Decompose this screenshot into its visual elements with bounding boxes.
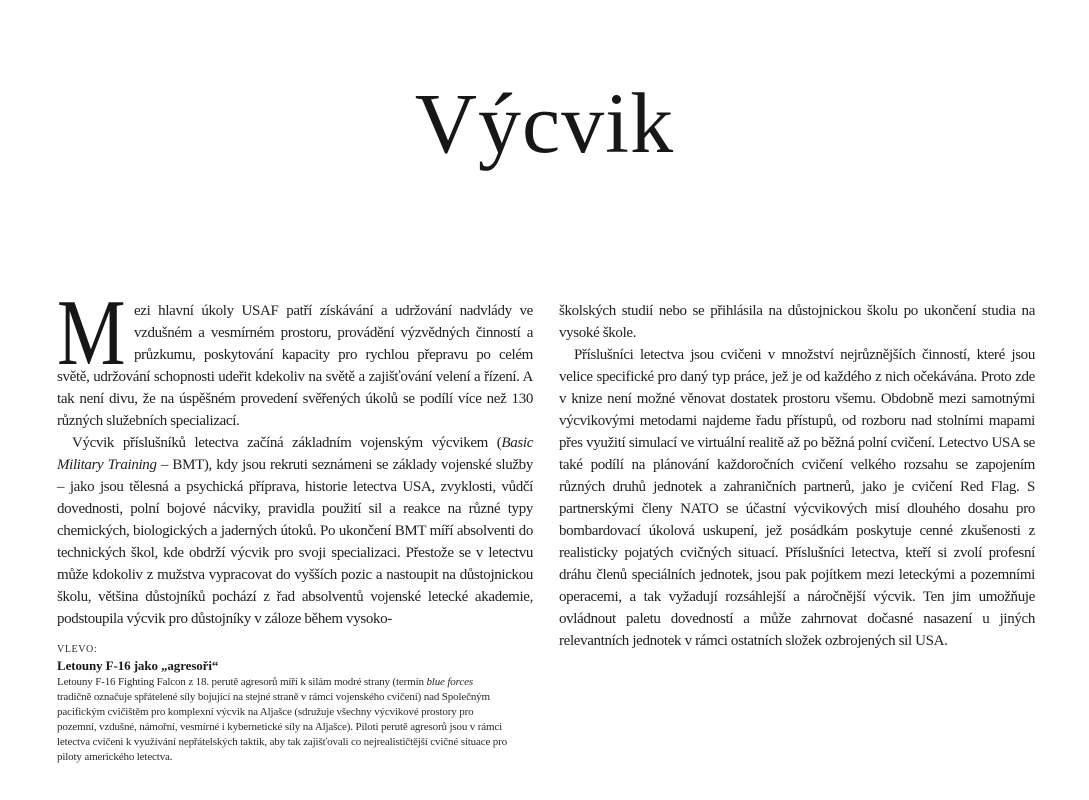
caption-position-label: VLEVO: [57,644,98,655]
caption-heading: Letouny F-16 jako „agresoři“ [57,658,219,673]
caption-body-segment: Letouny F-16 Fighting Falcon z 18. perutě agresorů míří k silám modré strany (termín [57,676,427,688]
photo-caption [57,643,509,765]
caption-italic-term: blue forces [426,676,473,688]
left-paragraph-1 [57,281,533,432]
caption-body-segment: tradičně označuje spřátelené síly bojující na stejné straně v rámci vojenského cvičení) nad Společným pacifickým cvičištěm pro komplexní výcvik na Aljašce (sdružuje všechny výcvikové prostory pro pozemní, vzdušné, námořní, vesmírné i kybernetické síly na Aljašce). Piloti perutě agresorů jsou v rámci letectva cvičeni k využívání nepřátelských taktik, aby tak zajišťovali co nejrealističtější cvičné situace pro piloty amerického letectva. [57,691,508,763]
left-paragraph-1-text: ezi hlavní úkoly USAF patří získávání a udržování nadvlády ve vzdušném a vesmírném prostoru, provádění výzvědných činností a průzkumu, poskytování kapacity pro rychlou přepravu po celém světě, udržování schopnosti udeřit kdekoliv na světě a zajišťování velení a řízení. A tak není divu, že na úspěšném provedení svěřených úkolů se podílí více než 130 různých služebních specializací. [57,303,533,429]
dropcap-letter: M [57,281,126,385]
left-paragraph-2-segment: Výcvik příslušníků letectva začíná základním vojenským výcvikem ( [72,435,502,451]
left-paragraph-2-segment: – BMT), kdy jsou rekruti seznámeni se základy vojenské služby – jako jsou tělesná a psychická příprava, historie letectva USA, zvyklosti, vůdčí dovednosti, polní bojové nácviky, pravidla použití sil a reakce na různé typy chemických, biologických a jaderných útoků. Po ukončení BMT míří absolventi do technických škol, kde obdrží výcvik pro svoji specializaci. Přestože se v letectvu může kdokoliv z mužstva vypracovat do vyšších pozic a nastoupit na důstojnickou školu, většina důstojníků pochází z řad absolventů vojenské letecké akademie, podstoupila výcvik pro důstojníky v záloze během vysoko- [57,457,533,627]
body-text-block [57,281,1035,765]
caption-body [57,675,509,765]
right-paragraph-1: školských studií nebo se přihlásila na důstojnickou školu po ukončení studia na vysoké škole. [559,303,1035,341]
right-column [559,300,1035,765]
left-paragraph-2-italic-term: Basic Military Training [57,435,533,473]
chapter-title: Výcvik [414,75,675,171]
left-paragraph-2 [57,432,533,630]
left-column [57,281,533,765]
right-paragraph-2: Příslušníci letectva jsou cvičeni v množství nejrůznějších činností, které jsou velice specifické pro daný typ práce, jež je od každého z nich očekávána. Proto zde v knize není možné věnovat dostatek prostoru všemu. Obdobně mezi samotnými výcvikovými metodami najdeme řadu přístupů, od rozboru nad stolními mapami přes využití simulací ve virtuální realitě až po běžná polní cvičení. Letectvo USA se také podílí na plánování každoročních cvičení velkého rozsahu se zapojením různých druhů jednotek a zahraničních partnerů, jako je cvičení Red Flag. S partnerskými členy NATO se účastní výcvikových misí dlouhého dosahu pro bombardovací úkolová uskupení, jež posádkám poskytuje cenné zkušenosti z realisticky pojatých cvičných situací. Příslušníci letectva, kteří si zvolí profesní dráhu členů speciálních jednotek, jsou pak pojítkem mezi leteckými a pozemními operacemi, a tak vyžadují rozsáhlejší a náročnější výcvik. Ten jim umožňuje ovládnout paletu dovedností a může zahrnovat dočasné nasazení u jiných relevantních jednotek v rámci ostatních složek ozbrojených sil USA. [559,347,1035,649]
